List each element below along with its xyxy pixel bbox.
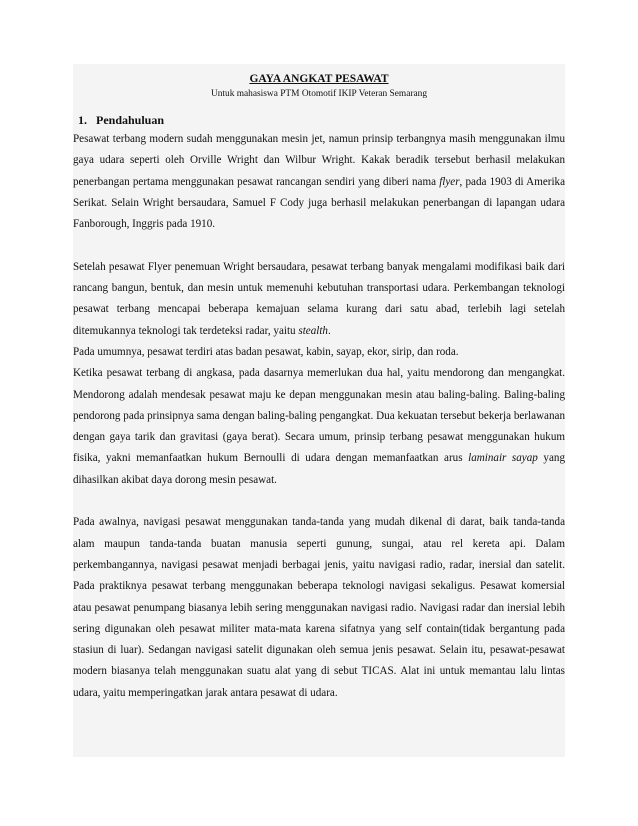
paragraph-2: [73, 257, 565, 342]
paragraph-4-italic: laminair sayap: [468, 452, 538, 465]
paragraph-1: [73, 129, 565, 235]
section-heading: [78, 111, 565, 129]
document-title: GAYA ANGKAT PESAWAT: [249, 73, 389, 85]
paragraph-1-italic: flyer: [439, 175, 460, 188]
paragraph-4: [73, 363, 565, 491]
paragraph-2-text-b: .: [327, 324, 331, 337]
paragraph-2-italic: stealth: [298, 324, 328, 337]
section-title: Pendahuluan: [96, 113, 165, 127]
document-subtitle: Untuk mahasiswa PTM Otomotif IKIP Veteran Semarang: [210, 89, 428, 99]
paragraph-2-text-a: Setelah pesawat Flyer penemuan Wright bersaudara, pesawat terbang banyak mengalami modifikasi baik dari rancang bangun, bentuk, dan mesin untuk memenuhi kebutuhan transportasi udara. Perkembangan teknologi pesawat terbang mencapai beberapa kemajuan selama kurang dari satu abad, terlebih lagi setelah ditemukannya teknologi tak terdeteksi radar, yaitu: [73, 260, 565, 337]
paragraph-1-text-b: , pada 1903 di Amerika Serikat. Selain Wright bersaudara, Samuel F Cody juga berhasil melakukan penerbangan di lapangan udara Fanborough, Inggris pada 1910.: [73, 175, 565, 231]
document-body: [73, 72, 565, 704]
paragraph-4-text-b: yang dihasilkan akibat daya dorong mesin pesawat.: [73, 452, 565, 486]
paragraph-1-text-a: Pesawat terbang modern sudah menggunakan mesin jet, namun prinsip terbangnya masih menggunakan ilmu gaya udara seperti oleh Orville Wright dan Wilbur Wright. Kakak beradik tersebut berhasil melakukan penerbangan pertama menggunakan pesawat rancangan sendiri yang diberi nama: [73, 133, 565, 188]
paragraph-5: [73, 512, 565, 704]
paragraph-4-text-a: Ketika pesawat terbang di angkasa, pada dasarnya memerlukan dua hal, yaitu mendorong dan mengangkat. Mendorong adalah mendesak pesawat maju ke depan menggunakan mesin atau baling-baling. Baling-baling pendorong pada prinsipnya sama dengan baling-baling pengangkat. Dua kekuatan tersebut bekerja berlawanan dengan gaya tarik dan gravitasi (gaya berat). Secara umum, prinsip terbang pesawat menggunakan hukum fisika, yakni memanfaatkan hukum Bernoulli di udara dengan memanfaatkan arus: [73, 367, 565, 465]
paragraph-5-text: Pada awalnya, navigasi pesawat menggunakan tanda-tanda yang mudah dikenal di darat, baik tanda-tanda alam maupun tanda-tanda buatan manusia seperti gunung, sungai, atau rel kereta api. Dalam perkembangannya, navigasi pesawat menjadi berbagai jenis, yaitu navigasi radio, radar, inersial dan satelit. Pada praktiknya pesawat terbang menggunakan beberapa teknologi navigasi sekaligus. Pesawat komersial atau pesawat penumpang biasanya lebih sering menggunakan navigasi radio. Navigasi radar dan inersial lebih sering digunakan oleh pesawat militer mata-mata karena sifatnya yang self contain(tidak bergantung pada stasiun di luar). Sedangan navigasi satelit digunakan oleh semua jenis pesawat. Selain itu, pesawat-pesawat modern biasanya telah menggunakan suatu alat yang di sebut TICAS. Alat ini untuk memantau lalu lintas udara, yaitu memperingatkan jarak antara pesawat di udara.: [73, 516, 565, 699]
paragraph-3-text: Pada umumnya, pesawat terdiri atas badan pesawat, kabin, sayap, ekor, sirip, dan roda.: [73, 345, 459, 358]
section-number: 1.: [78, 113, 87, 127]
paragraph-3: [73, 342, 565, 363]
